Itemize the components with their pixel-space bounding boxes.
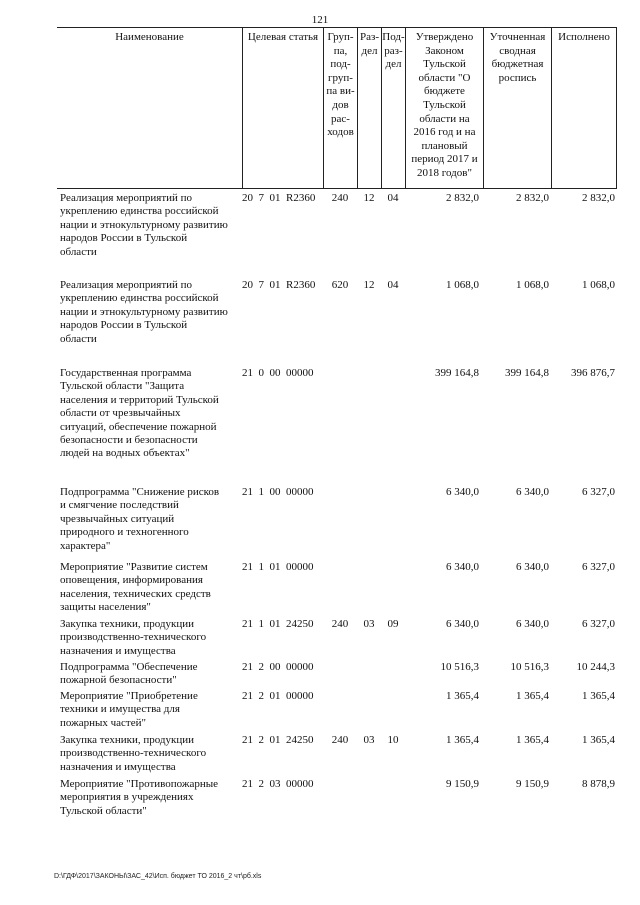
header-executed: Исполнено	[551, 28, 617, 188]
row-section: 12	[363, 192, 375, 204]
header-group: Груп- па, под- груп- па ви- дов рас- ходов	[323, 28, 357, 188]
row-name: Государственная программа Тульской области "Защита населения и территорий Тульской области от чрезвычайных ситуаций, обеспечение пожарной безопасности и безопасности людей на водных объектах"	[60, 367, 219, 460]
row-approved: 10 516,3	[440, 661, 479, 673]
header-name: Наименование	[115, 31, 184, 43]
row-revised: 1 365,4	[516, 690, 549, 702]
row-executed: 1 068,0	[582, 279, 615, 291]
row-group: 240	[331, 734, 349, 746]
row-name: Реализация мероприятий по укреплению единства российской нации и этнокультурному развитию народов России в Тульской области	[60, 192, 228, 258]
row-group: 240	[331, 618, 349, 630]
row-revised: 1 068,0	[516, 279, 549, 291]
row-revised: 2 832,0	[516, 192, 549, 204]
row-approved: 6 340,0	[446, 561, 479, 573]
row-approved: 399 164,8	[435, 367, 479, 379]
row-section: 03	[363, 618, 375, 630]
row-target: 21 2 01 00000	[242, 690, 314, 702]
row-revised: 6 340,0	[516, 618, 549, 630]
row-executed: 2 832,0	[582, 192, 615, 204]
row-approved: 2 832,0	[446, 192, 479, 204]
row-executed: 396 876,7	[571, 367, 615, 379]
row-executed: 8 878,9	[582, 778, 615, 790]
row-executed: 1 365,4	[582, 690, 615, 702]
row-approved: 1 365,4	[446, 690, 479, 702]
header-target: Целевая статья	[242, 28, 323, 188]
row-group: 240	[331, 192, 349, 204]
row-target: 20 7 01 R2360	[242, 192, 316, 204]
row-approved: 9 150,9	[446, 778, 479, 790]
row-subsection: 04	[387, 279, 399, 291]
page-number: 121	[311, 14, 329, 26]
row-name: Мероприятие "Противопожарные мероприятия в учреждениях Тульской области"	[60, 778, 219, 817]
row-name: Подпрограмма "Снижение рисков и смягчение последствий чрезвычайных ситуаций природного и техногенного характера"	[60, 486, 220, 552]
file-path-footer: D:\ГДФ\2017\ЗАКОНЫ\ЗАС_42\Исп. бюджет ТО 2016_2 чт\рб.xls	[54, 873, 262, 880]
row-name: Реализация мероприятий по укреплению единства российской нации и этнокультурному развитию народов России в Тульской области	[60, 279, 228, 345]
row-target: 21 1 01 24250	[242, 618, 314, 630]
row-subsection: 04	[387, 192, 399, 204]
row-revised: 9 150,9	[516, 778, 549, 790]
row-executed: 6 327,0	[582, 618, 615, 630]
row-approved: 1 365,4	[446, 734, 479, 746]
row-executed: 6 327,0	[582, 561, 615, 573]
table-header	[57, 27, 617, 189]
row-subsection: 10	[387, 734, 399, 746]
row-name: Подпрограмма "Обеспечение пожарной безопасности"	[60, 661, 198, 687]
row-executed: 6 327,0	[582, 486, 615, 498]
row-revised: 10 516,3	[510, 661, 549, 673]
header-approved: Утверждено Законом Тульской области "О бюджете Тульской области на 2016 год и на плановый период 2017 и 2018 годов"	[405, 28, 483, 188]
row-group: 620	[331, 279, 349, 291]
row-target: 21 2 00 00000	[242, 661, 314, 673]
row-name: Мероприятие "Приобретение техники и имущества для пожарных частей"	[60, 690, 198, 729]
row-target: 21 0 00 00000	[242, 367, 314, 379]
header-revised: Уточненная сводная бюджетная роспись	[483, 28, 551, 188]
row-subsection: 09	[387, 618, 399, 630]
row-section: 12	[363, 279, 375, 291]
row-section: 03	[363, 734, 375, 746]
row-target: 20 7 01 R2360	[242, 279, 316, 291]
row-revised: 6 340,0	[516, 561, 549, 573]
row-approved: 6 340,0	[446, 618, 479, 630]
row-name: Закупка техники, продукции производственно-технического назначения и имущества	[60, 618, 207, 657]
row-target: 21 2 01 24250	[242, 734, 314, 746]
row-target: 21 2 03 00000	[242, 778, 314, 790]
row-executed: 1 365,4	[582, 734, 615, 746]
row-revised: 399 164,8	[505, 367, 549, 379]
row-approved: 1 068,0	[446, 279, 479, 291]
row-target: 21 1 01 00000	[242, 561, 314, 573]
row-executed: 10 244,3	[576, 661, 615, 673]
row-revised: 6 340,0	[516, 486, 549, 498]
header-subsection: Под- раз- дел	[381, 28, 405, 188]
row-target: 21 1 00 00000	[242, 486, 314, 498]
row-approved: 6 340,0	[446, 486, 479, 498]
row-name: Закупка техники, продукции производственно-технического назначения и имущества	[60, 734, 207, 773]
row-revised: 1 365,4	[516, 734, 549, 746]
row-name: Мероприятие "Развитие систем оповещения, информирования населения, технических средств защиты населения"	[60, 561, 211, 614]
header-section: Раз- дел	[357, 28, 381, 188]
